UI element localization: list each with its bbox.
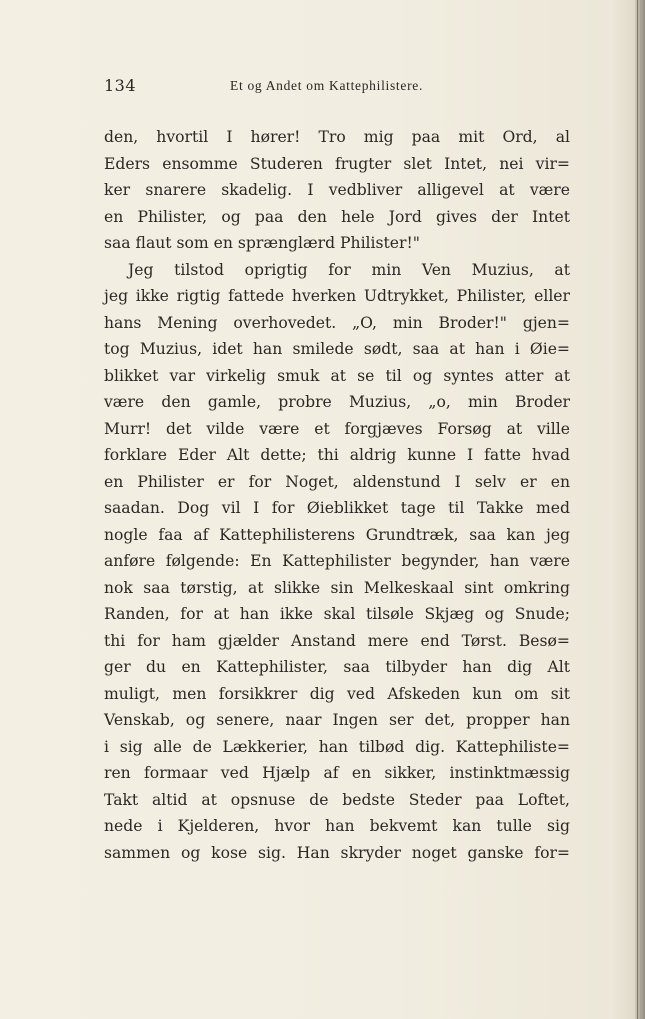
text-line: anføre følgende: En Kattephilister begynder, han være xyxy=(104,552,570,570)
text-line: en Philister, og paa den hele Jord gives der Intet xyxy=(104,207,570,226)
page-edge xyxy=(635,0,645,1019)
body-text xyxy=(104,124,570,866)
text-line: Venskab, og senere, naar Ingen ser det, propper han xyxy=(104,711,570,729)
text-line: en Philister er for Noget, aldenstund I selv er en xyxy=(104,472,570,491)
text-line: i sig alle de Lækkerier, han tilbød dig. Kattephiliste= xyxy=(104,737,570,756)
text-line: tog Muzius, idet han smilede sødt, saa at han i Øie= xyxy=(104,340,570,358)
text-line: saadan. Dog vil I for Øieblikket tage til Takke med xyxy=(104,499,570,517)
running-head xyxy=(104,76,570,98)
text-line: være den gamle, probre Muzius, „o, min Broder xyxy=(104,393,570,411)
text-line: ker snarere skadelig. I vedbliver alligevel at være xyxy=(104,181,570,199)
text-line: Eders ensomme Studeren frugter slet Intet, nei vir= xyxy=(104,154,570,173)
text-line: jeg ikke rigtig fattede hverken Udtrykket, Philister, eller xyxy=(104,287,570,305)
text-line: Murr! det vilde være et forgjæves Forsøg at ville xyxy=(104,419,570,438)
text-line: thi for ham gjælder Anstand mere end Tørst. Besø= xyxy=(104,631,570,650)
text-line: den, hvortil I hører! Tro mig paa mit Ord, al xyxy=(104,128,570,146)
text-line: forklare Eder Alt dette; thi aldrig kunne I fatte hvad xyxy=(104,446,570,464)
text-line: ger du en Kattephilister, saa tilbyder han dig Alt xyxy=(104,658,570,676)
text-line: ren formaar ved Hjælp af en sikker, instinktmæssig xyxy=(104,764,570,782)
text-line: nede i Kjelderen, hvor han bekvemt kan tulle sig xyxy=(104,817,570,835)
text-line: Takt altid at opsnuse de bedste Steder paa Loftet, xyxy=(104,790,570,809)
text-line: hans Mening overhovedet. „O, min Broder!" gjen= xyxy=(104,313,570,332)
text-line: saa flaut som en sprænglærd Philister!" xyxy=(104,234,420,252)
text-line: nogle faa af Kattephilisterens Grundtræk, saa kan jeg xyxy=(104,525,570,544)
page-number: 134 xyxy=(104,76,137,95)
running-title: Et og Andet om Kattephilistere. xyxy=(230,78,424,93)
text-line: nok saa tørstig, at slikke sin Melkeskaal sint omkring xyxy=(104,578,570,597)
text-line: muligt, men forsikkrer dig ved Afskeden kun om sit xyxy=(104,684,570,703)
text-line: Jeg tilstod oprigtig for min Ven Muzius, at xyxy=(128,260,570,279)
text-line: blikket var virkelig smuk at se til og syntes atter at xyxy=(104,366,570,385)
text-line: Randen, for at han ikke skal tilsøle Skjæg og Snude; xyxy=(104,605,570,623)
text-line: sammen og kose sig. Han skryder noget ganske for= xyxy=(104,843,570,862)
